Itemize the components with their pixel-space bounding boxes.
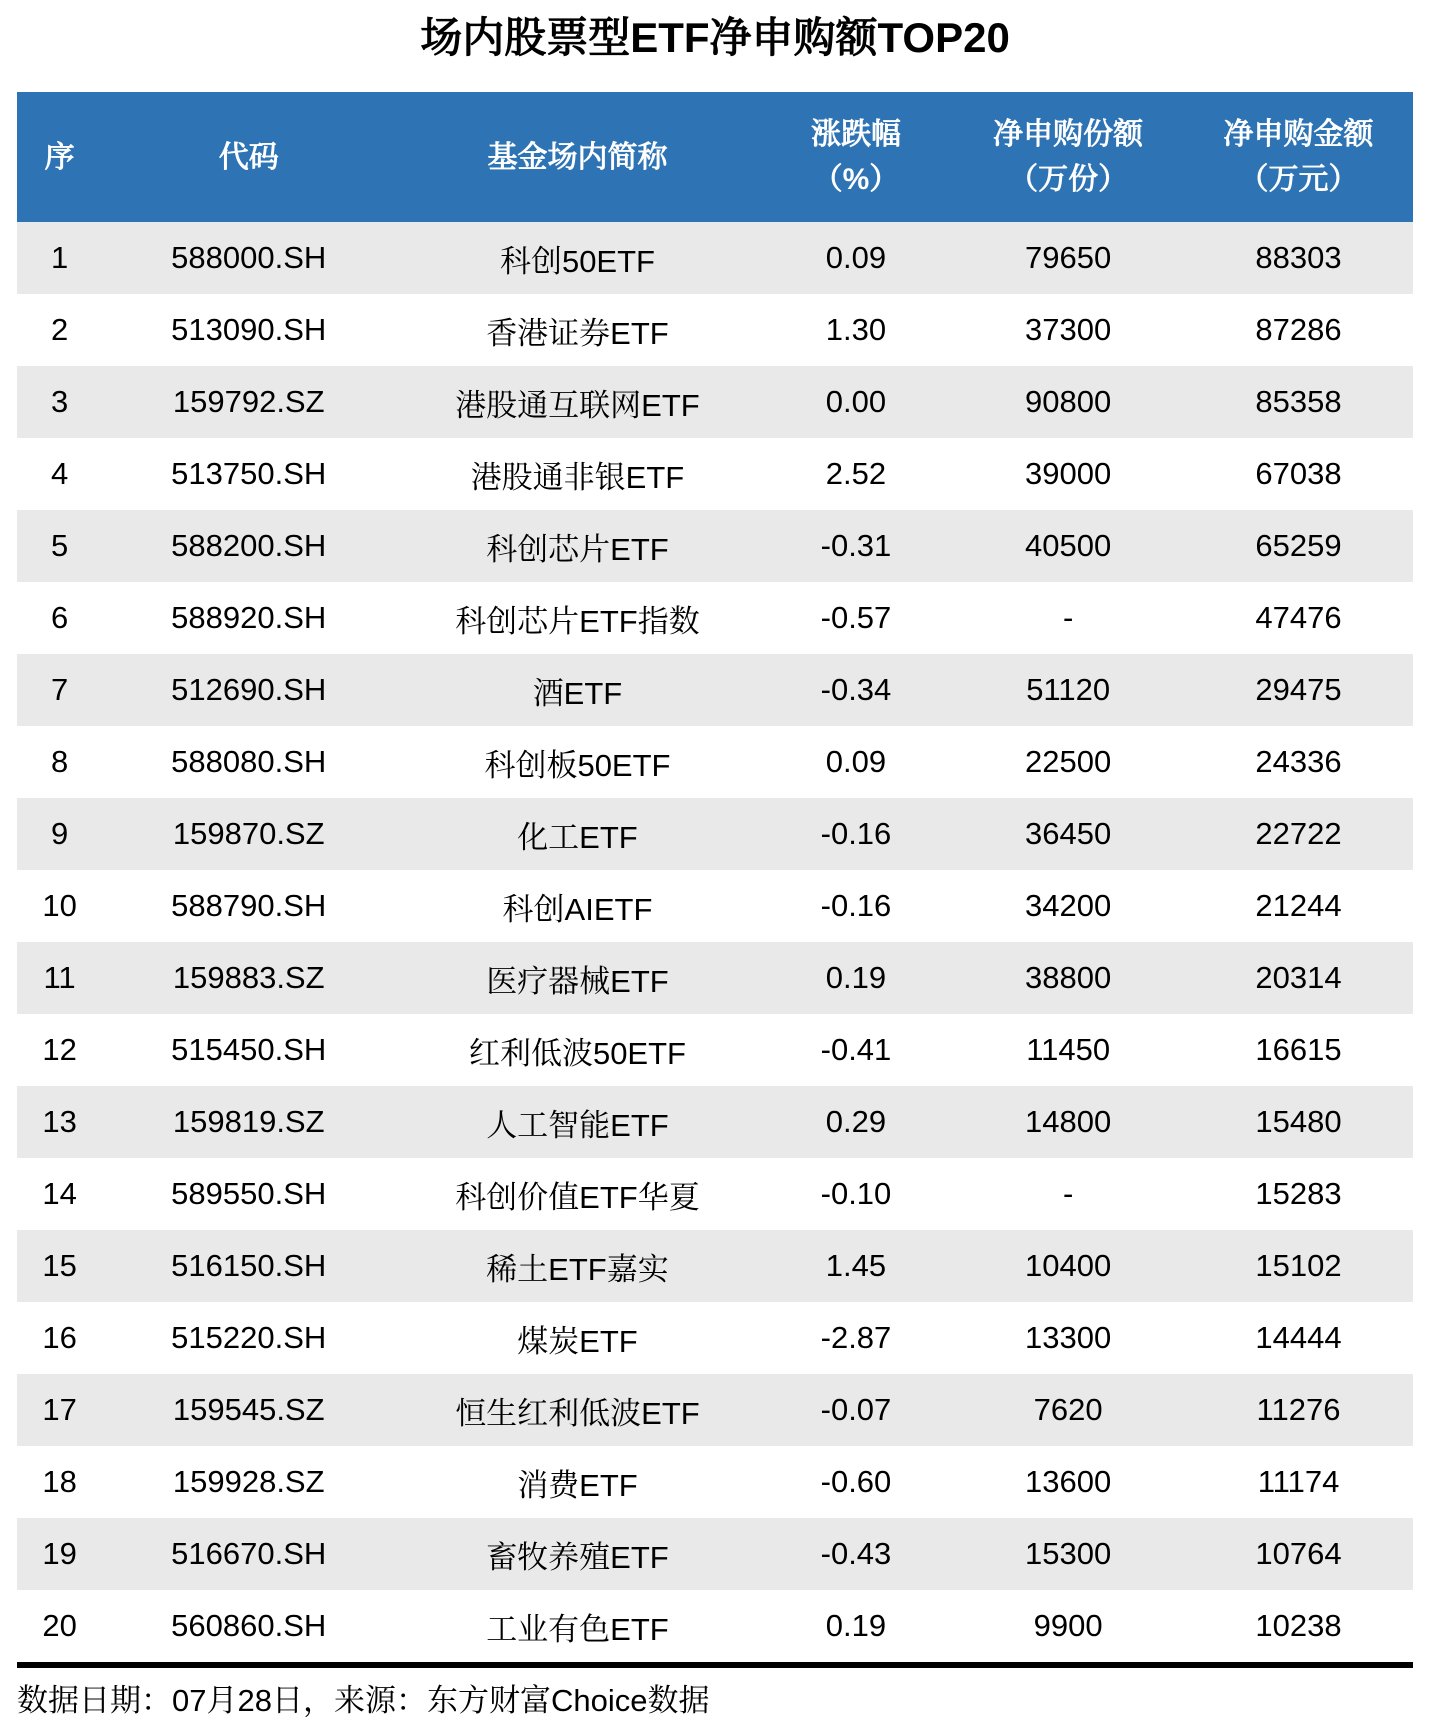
cell-fund-name: 科创板50ETF xyxy=(484,747,671,783)
cell-change: 0.00 xyxy=(825,384,887,419)
cell-net-amount: 10238 xyxy=(1255,1608,1342,1643)
col-header-fund-name xyxy=(395,92,759,222)
cell-net-amount: 24336 xyxy=(1255,744,1342,779)
cell-net-amount: 67038 xyxy=(1255,456,1342,491)
cell-seq: 1 xyxy=(50,240,69,275)
cell-change: -0.16 xyxy=(820,888,892,923)
table-row xyxy=(17,582,1413,654)
cell-code: 516670.SH xyxy=(171,1536,327,1571)
table-row xyxy=(17,1374,1413,1446)
col-header-label: 涨跌幅 xyxy=(810,118,901,151)
cell-net-amount: 14444 xyxy=(1255,1320,1342,1355)
cell-change: 2.52 xyxy=(825,456,887,491)
table-container xyxy=(17,92,1413,1668)
cell-seq: 7 xyxy=(50,672,69,707)
cell-net-shares: 13600 xyxy=(1025,1464,1112,1499)
cell-change: -2.87 xyxy=(820,1320,892,1355)
col-header-label: 净申购金额 xyxy=(1223,118,1374,151)
col-header-sublabel: （万元） xyxy=(1238,163,1359,196)
cell-net-shares: 7620 xyxy=(1033,1392,1103,1427)
cell-code: 588080.SH xyxy=(171,744,327,779)
col-header-net-amount xyxy=(1184,92,1413,222)
table-row xyxy=(17,942,1413,1014)
cell-seq: 8 xyxy=(50,744,69,779)
cell-code: 159819.SZ xyxy=(172,1104,325,1139)
table-header-row xyxy=(17,92,1413,222)
cell-net-shares: 14800 xyxy=(1025,1104,1112,1139)
cell-net-amount: 16615 xyxy=(1255,1032,1342,1067)
cell-code: 159792.SZ xyxy=(172,384,325,419)
col-header-label: 代码 xyxy=(218,140,279,174)
table-row xyxy=(17,1230,1413,1302)
cell-net-shares: - xyxy=(1062,600,1074,635)
cell-code: 588920.SH xyxy=(171,600,327,635)
cell-fund-name: 恒生红利低波ETF xyxy=(455,1395,700,1431)
cell-net-shares: 37300 xyxy=(1025,312,1112,347)
cell-net-shares: 51120 xyxy=(1026,672,1111,707)
cell-code: 588000.SH xyxy=(171,240,327,275)
cell-fund-name: 科创50ETF xyxy=(499,243,655,279)
cell-change: -0.41 xyxy=(820,1032,892,1067)
cell-code: 588790.SH xyxy=(171,888,327,923)
cell-seq: 18 xyxy=(42,1464,77,1499)
cell-fund-name: 稀土ETF嘉实 xyxy=(486,1251,669,1287)
table-header xyxy=(17,92,1413,222)
cell-code: 560860.SH xyxy=(171,1608,327,1643)
cell-code: 515450.SH xyxy=(171,1032,327,1067)
cell-net-shares: 39000 xyxy=(1025,456,1112,491)
cell-code: 159870.SZ xyxy=(172,816,325,851)
cell-seq: 16 xyxy=(42,1320,77,1355)
table-row xyxy=(17,1302,1413,1374)
cell-change: 0.09 xyxy=(825,744,887,779)
table-row xyxy=(17,1086,1413,1158)
cell-net-shares: 22500 xyxy=(1025,744,1112,779)
cell-code: 159545.SZ xyxy=(172,1392,325,1427)
cell-change: 0.09 xyxy=(825,240,887,275)
cell-seq: 2 xyxy=(50,312,69,347)
cell-net-amount: 29475 xyxy=(1255,672,1342,707)
cell-net-amount: 20314 xyxy=(1255,960,1342,995)
cell-change: 0.19 xyxy=(825,1608,887,1643)
table-row xyxy=(17,1014,1413,1086)
cell-seq: 20 xyxy=(42,1608,77,1643)
table-row xyxy=(17,798,1413,870)
col-header-label: 基金场内简称 xyxy=(487,140,668,174)
cell-fund-name: 港股通非银ETF xyxy=(470,459,685,495)
cell-seq: 6 xyxy=(50,600,69,635)
table-row xyxy=(17,510,1413,582)
cell-net-shares: 15300 xyxy=(1025,1536,1112,1571)
cell-fund-name: 人工智能ETF xyxy=(486,1107,669,1143)
table-row xyxy=(17,438,1413,510)
cell-fund-name: 消费ETF xyxy=(517,1467,638,1503)
cell-fund-name: 港股通互联网ETF xyxy=(455,387,700,423)
cell-net-amount: 15283 xyxy=(1255,1176,1342,1211)
table-row xyxy=(17,1590,1413,1665)
col-header-sublabel: （%） xyxy=(812,163,900,196)
table-row xyxy=(17,1518,1413,1590)
cell-change: 1.45 xyxy=(825,1248,887,1283)
cell-net-shares: 34200 xyxy=(1025,888,1112,923)
cell-net-shares: 10400 xyxy=(1025,1248,1112,1283)
cell-code: 516150.SH xyxy=(171,1248,327,1283)
table-row xyxy=(17,654,1413,726)
cell-fund-name: 酒ETF xyxy=(532,675,623,711)
cell-fund-name: 科创AIETF xyxy=(502,891,653,927)
cell-net-shares: - xyxy=(1062,1176,1074,1211)
cell-seq: 15 xyxy=(42,1248,77,1283)
cell-code: 515220.SH xyxy=(171,1320,327,1355)
footer-note: 数据日期：07月28日，来源：东方财富Choice数据 xyxy=(17,1683,710,1718)
cell-fund-name: 工业有色ETF xyxy=(486,1611,669,1647)
cell-change: -0.31 xyxy=(820,528,892,563)
cell-net-shares: 38800 xyxy=(1025,960,1112,995)
table-row xyxy=(17,1446,1413,1518)
cell-net-shares: 90800 xyxy=(1025,384,1112,419)
cell-fund-name: 科创价值ETF华夏 xyxy=(455,1179,700,1215)
cell-change: -0.60 xyxy=(820,1464,892,1499)
cell-net-shares: 79650 xyxy=(1025,240,1112,275)
cell-seq: 12 xyxy=(42,1032,77,1067)
cell-change: -0.43 xyxy=(820,1536,892,1571)
cell-seq: 9 xyxy=(50,816,69,851)
cell-seq: 5 xyxy=(50,528,69,563)
cell-fund-name: 畜牧养殖ETF xyxy=(486,1539,669,1575)
cell-seq: 3 xyxy=(50,384,69,419)
cell-net-shares: 36450 xyxy=(1025,816,1112,851)
cell-seq: 10 xyxy=(42,888,77,923)
cell-code: 588200.SH xyxy=(171,528,327,563)
col-header-sublabel: （万份） xyxy=(1008,163,1129,196)
cell-net-amount: 22722 xyxy=(1255,816,1342,851)
cell-fund-name: 科创芯片ETF xyxy=(486,531,669,567)
cell-change: -0.57 xyxy=(820,600,892,635)
cell-net-amount: 65259 xyxy=(1255,528,1342,563)
cell-net-shares: 40500 xyxy=(1025,528,1112,563)
cell-net-shares: 13300 xyxy=(1025,1320,1112,1355)
cell-net-amount: 88303 xyxy=(1255,240,1342,275)
cell-seq: 11 xyxy=(43,960,76,995)
cell-net-shares: 9900 xyxy=(1033,1608,1103,1643)
cell-net-amount: 87286 xyxy=(1255,312,1342,347)
cell-net-amount: 85358 xyxy=(1255,384,1342,419)
cell-seq: 17 xyxy=(42,1392,77,1427)
cell-seq: 4 xyxy=(50,456,69,491)
cell-change: 1.30 xyxy=(825,312,887,347)
cell-change: 0.29 xyxy=(825,1104,887,1139)
col-header-seq xyxy=(17,92,102,222)
table-body xyxy=(17,222,1413,1665)
cell-seq: 13 xyxy=(42,1104,77,1139)
table-row xyxy=(17,726,1413,798)
cell-fund-name: 香港证券ETF xyxy=(486,315,669,351)
page-title: 场内股票型ETF净申购额TOP20 xyxy=(420,14,1010,61)
col-header-code xyxy=(102,92,395,222)
cell-code: 513090.SH xyxy=(171,312,327,347)
cell-change: 0.19 xyxy=(825,960,887,995)
cell-net-amount: 15480 xyxy=(1255,1104,1342,1139)
cell-net-amount: 11174 xyxy=(1257,1464,1340,1499)
col-header-change xyxy=(760,92,953,222)
cell-code: 159928.SZ xyxy=(172,1464,325,1499)
table-row xyxy=(17,1158,1413,1230)
table-row xyxy=(17,222,1413,294)
cell-change: -0.10 xyxy=(820,1176,892,1211)
cell-net-amount: 15102 xyxy=(1255,1248,1342,1283)
table-row xyxy=(17,870,1413,942)
cell-code: 512690.SH xyxy=(171,672,327,707)
col-header-label: 序 xyxy=(44,140,75,174)
cell-net-amount: 21244 xyxy=(1255,888,1342,923)
cell-code: 159883.SZ xyxy=(172,960,325,995)
cell-fund-name: 医疗器械ETF xyxy=(486,963,669,999)
cell-seq: 14 xyxy=(42,1176,77,1211)
col-header-net-shares xyxy=(952,92,1184,222)
table-row xyxy=(17,366,1413,438)
cell-fund-name: 化工ETF xyxy=(517,819,638,855)
cell-seq: 19 xyxy=(42,1536,77,1571)
cell-net-amount: 47476 xyxy=(1255,600,1342,635)
cell-net-amount: 10764 xyxy=(1255,1536,1342,1571)
cell-fund-name: 红利低波50ETF xyxy=(468,1035,686,1071)
table-row xyxy=(17,294,1413,366)
cell-net-amount: 11276 xyxy=(1256,1392,1341,1427)
col-header-label: 净申购份额 xyxy=(993,118,1144,151)
cell-net-shares: 11450 xyxy=(1026,1032,1111,1067)
etf-top20-table xyxy=(17,92,1413,1668)
cell-change: -0.16 xyxy=(820,816,892,851)
cell-change: -0.07 xyxy=(820,1392,892,1427)
cell-fund-name: 煤炭ETF xyxy=(517,1323,638,1359)
cell-change: -0.34 xyxy=(820,672,892,707)
cell-fund-name: 科创芯片ETF指数 xyxy=(455,603,700,639)
cell-code: 589550.SH xyxy=(171,1176,327,1211)
cell-code: 513750.SH xyxy=(171,456,327,491)
